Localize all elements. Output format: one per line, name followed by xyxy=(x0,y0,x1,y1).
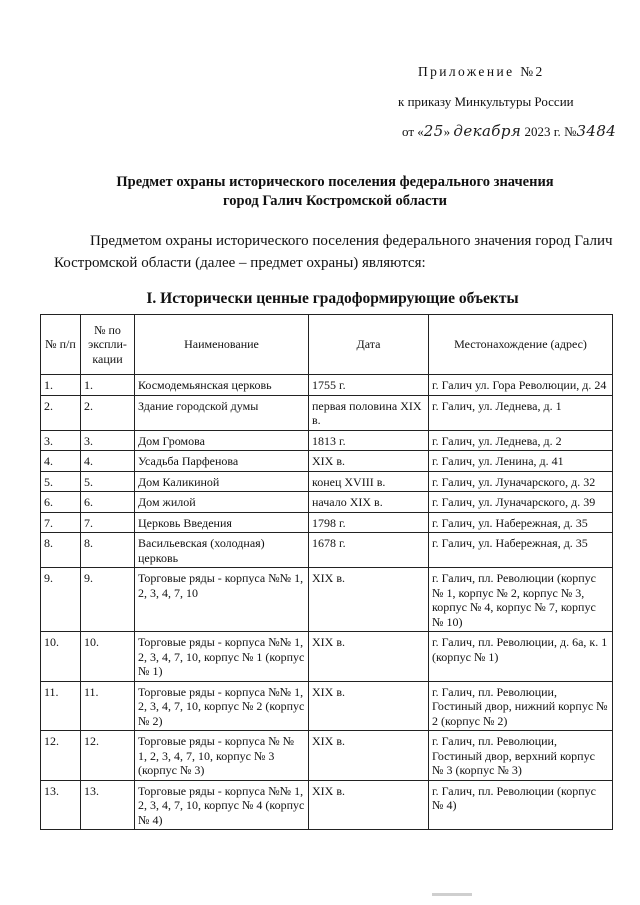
header-name: Наименование xyxy=(135,315,309,375)
cell-address: г. Галич, ул. Луначарского, д. 32 xyxy=(429,471,613,492)
cell-number: 6. xyxy=(41,492,81,513)
cell-explication-number: 4. xyxy=(81,451,135,472)
cell-name: Торговые ряды - корпуса №№ 1, 2, 3, 4, 7, 10 xyxy=(135,568,309,632)
table-row xyxy=(41,492,613,513)
objects-table xyxy=(40,314,613,830)
document-title-line2: город Галич Костромской области xyxy=(223,193,447,209)
cell-date: начало XIX в. xyxy=(309,492,429,513)
intro-paragraph: Предметом охраны исторического поселения федерального значения город Галич Костромской области (далее – предмет охраны) являются: xyxy=(54,233,613,271)
cell-explication-number: 5. xyxy=(81,471,135,492)
cell-address: г. Галич, пл. Революции, Гостиный двор, нижний корпус № 2 (корпус № 2) xyxy=(429,681,613,731)
table-row xyxy=(41,632,613,682)
cell-address: г. Галич ул. Гора Революции, д. 24 xyxy=(429,375,613,396)
cell-name: Усадьба Парфенова xyxy=(135,451,309,472)
order-year: 2023 г. xyxy=(524,124,561,139)
cell-explication-number: 1. xyxy=(81,375,135,396)
cell-number: 9. xyxy=(41,568,81,632)
table-row xyxy=(41,533,613,568)
cell-date: XIX в. xyxy=(309,681,429,731)
table-header-row xyxy=(41,315,613,375)
cell-number: 10. xyxy=(41,632,81,682)
table-row xyxy=(41,471,613,492)
cell-explication-number: 9. xyxy=(81,568,135,632)
cell-number: 12. xyxy=(41,731,81,781)
cell-name: Васильевская (холодная) церковь xyxy=(135,533,309,568)
cell-date: первая половина XIX в. xyxy=(309,395,429,430)
cell-explication-number: 3. xyxy=(81,430,135,451)
document-title-line1: Предмет охраны исторического поселения федерального значения xyxy=(116,174,554,190)
header-date: Дата xyxy=(309,315,429,375)
cell-explication-number: 13. xyxy=(81,780,135,830)
order-date-number xyxy=(402,122,616,140)
table-row xyxy=(41,430,613,451)
cell-address: г. Галич, ул. Леднева, д. 1 xyxy=(429,395,613,430)
cell-name: Дом жилой xyxy=(135,492,309,513)
cell-address: г. Галич, ул. Леднева, д. 2 xyxy=(429,430,613,451)
table-row xyxy=(41,568,613,632)
cell-address: г. Галич, пл. Революции, Гостиный двор, верхний корпус № 3 (корпус № 3) xyxy=(429,731,613,781)
cell-address: г. Галич, ул. Набережная, д. 35 xyxy=(429,512,613,533)
cell-number: 3. xyxy=(41,430,81,451)
section-title: I. Исторически ценные градоформирующие объекты xyxy=(146,290,519,307)
cell-explication-number: 2. xyxy=(81,395,135,430)
table-row xyxy=(41,731,613,781)
handwritten-number: 3484 xyxy=(576,122,617,140)
header-address: Местонахождение (адрес) xyxy=(429,315,613,375)
order-reference: к приказу Минкультуры России xyxy=(398,94,574,109)
header-number: № п/п xyxy=(41,315,81,375)
cell-explication-number: 8. xyxy=(81,533,135,568)
order-number-prefix: № xyxy=(564,124,577,139)
cell-date: XIX в. xyxy=(309,568,429,632)
order-date-prefix: от « xyxy=(402,124,424,139)
cell-name: Космодемьянская церковь xyxy=(135,375,309,396)
cell-date: 1813 г. xyxy=(309,430,429,451)
cell-number: 4. xyxy=(41,451,81,472)
cell-number: 11. xyxy=(41,681,81,731)
cell-number: 5. xyxy=(41,471,81,492)
handwritten-month: декабря xyxy=(453,122,522,140)
cell-number: 1. xyxy=(41,375,81,396)
cell-date: XIX в. xyxy=(309,780,429,830)
cell-date: конец XVIII в. xyxy=(309,471,429,492)
cell-name: Торговые ряды - корпуса №№ 1, 2, 3, 4, 7, 10, корпус № 4 (корпус № 4) xyxy=(135,780,309,830)
cell-number: 8. xyxy=(41,533,81,568)
cell-name: Дом Каликиной xyxy=(135,471,309,492)
cell-explication-number: 7. xyxy=(81,512,135,533)
table-row xyxy=(41,780,613,830)
cell-explication-number: 10. xyxy=(81,632,135,682)
cell-address: г. Галич, ул. Луначарского, д. 39 xyxy=(429,492,613,513)
cell-explication-number: 6. xyxy=(81,492,135,513)
table-body xyxy=(41,375,613,830)
cell-name: Дом Громова xyxy=(135,430,309,451)
cell-address: г. Галич, пл. Революции, д. 6а, к. 1 (корпус № 1) xyxy=(429,632,613,682)
cell-name: Торговые ряды - корпуса №№ 1, 2, 3, 4, 7, 10, корпус № 1 (корпус № 1) xyxy=(135,632,309,682)
order-date-mid: » xyxy=(443,124,451,139)
cell-date: 1798 г. xyxy=(309,512,429,533)
table-row xyxy=(41,375,613,396)
cell-address: г. Галич, пл. Революции (корпус № 1, корпус № 2, корпус № 3, корпус № 4, корпус № 7, корпус № 10) xyxy=(429,568,613,632)
cell-date: XIX в. xyxy=(309,632,429,682)
cell-number: 2. xyxy=(41,395,81,430)
cell-explication-number: 11. xyxy=(81,681,135,731)
cell-number: 13. xyxy=(41,780,81,830)
table-row xyxy=(41,512,613,533)
cell-explication-number: 12. xyxy=(81,731,135,781)
cell-address: г. Галич, пл. Революции (корпус № 4) xyxy=(429,780,613,830)
table-row xyxy=(41,395,613,430)
cell-name: Торговые ряды - корпуса № № 1, 2, 3, 4, 7, 10, корпус № 3 (корпус № 3) xyxy=(135,731,309,781)
scan-mark xyxy=(432,893,472,896)
cell-number: 7. xyxy=(41,512,81,533)
cell-name: Торговые ряды - корпуса №№ 1, 2, 3, 4, 7, 10, корпус № 2 (корпус № 2) xyxy=(135,681,309,731)
cell-date: XIX в. xyxy=(309,731,429,781)
table-row xyxy=(41,451,613,472)
table-row xyxy=(41,681,613,731)
cell-date: 1678 г. xyxy=(309,533,429,568)
cell-address: г. Галич, ул. Набережная, д. 35 xyxy=(429,533,613,568)
appendix-label: Приложение №2 xyxy=(418,64,545,79)
cell-date: XIX в. xyxy=(309,451,429,472)
cell-date: 1755 г. xyxy=(309,375,429,396)
cell-address: г. Галич, ул. Ленина, д. 41 xyxy=(429,451,613,472)
handwritten-day: 25 xyxy=(423,122,444,140)
cell-name: Здание городской думы xyxy=(135,395,309,430)
cell-name: Церковь Введения xyxy=(135,512,309,533)
header-explication-number: № по экспли-кации xyxy=(81,315,135,375)
